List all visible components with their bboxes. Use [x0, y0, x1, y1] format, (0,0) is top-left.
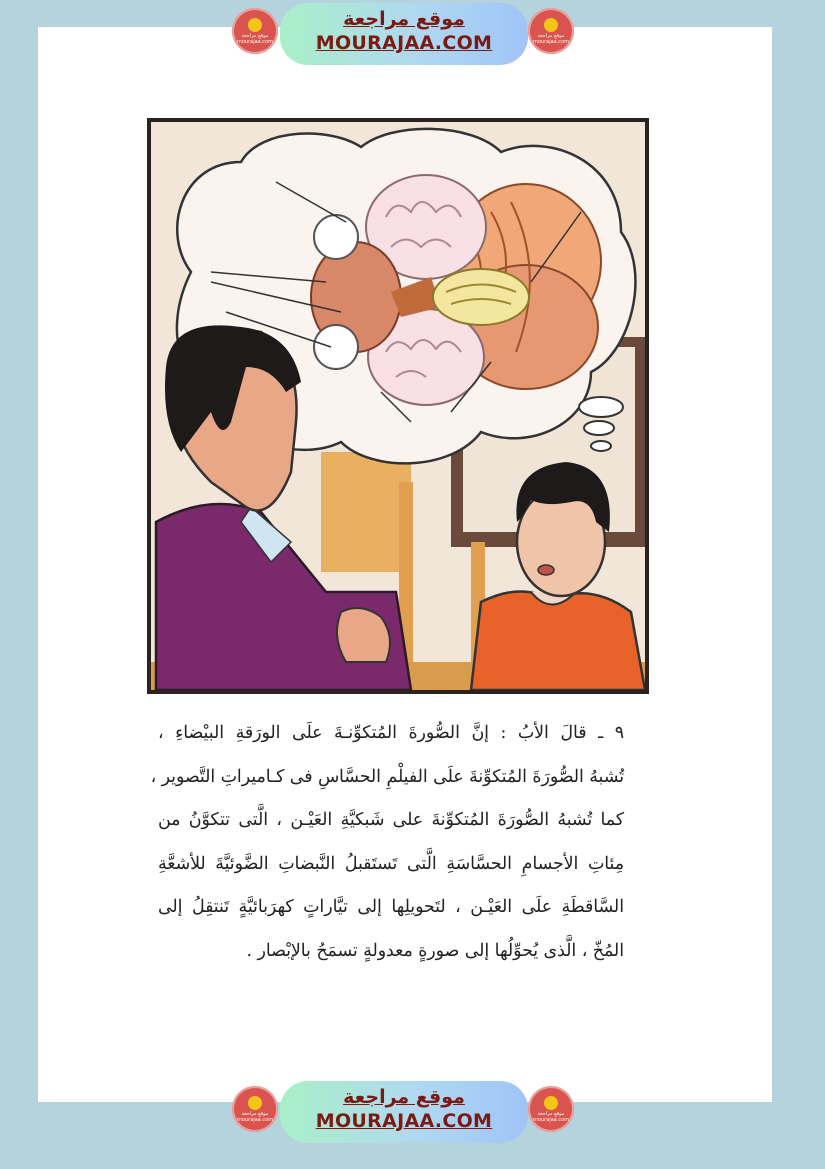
paragraph-line: تُشبهُ الصُّورَةَ المُتكوِّنةَ علَى الفيلْمِ الحسَّاسِ فى كـاميراتِ التَّصوير ، [150, 766, 624, 787]
paragraph-line: المُخّ ، الَّذى يُحوِّلُها إلى صورةٍ معدولةٍ تسمَحُ بالإبْصار . [246, 940, 624, 961]
paragraph-line: ٩ ـ قالَ الأبُ : إنَّ الصُّورةَ المُتكوِّنـةَ علَى الورَقةِ البيْضاءِ ، [158, 723, 624, 743]
site-logo-icon: موقع مراجعة mourajaa.com [232, 8, 278, 54]
story-paragraph [150, 712, 624, 973]
watermark-link[interactable] [280, 1081, 528, 1143]
site-logo-icon: موقع مراجعة mourajaa.com [232, 1086, 278, 1132]
watermark-latin: MOURAJAA.COM [315, 32, 493, 54]
paragraph-line: كما تُشبهُ الصُّورَةَ المُتكوِّنةَ على شَبكيَّةِ العَيْـن ، الَّتى تتكوَّنُ من [158, 810, 624, 830]
watermark-banner-top[interactable] [232, 3, 577, 63]
watermark-link[interactable] [280, 3, 528, 65]
watermark-latin: MOURAJAA.COM [315, 1110, 493, 1132]
paragraph-line: مِئاتِ الأجسامِ الحسَّاسَةِ الَّتى تَستَقبلُ النَّبضاتِ الضَّوئيَّةَ للأشعَّةِ [158, 853, 624, 874]
watermark-arabic: موقع مراجعة [343, 1086, 465, 1108]
paragraph-line: السَّاقطَةِ علَى العَيْـن ، لتَحويلِها إلى تيَّاراتٍ كهرَبائيَّةٍ تَنتقِلُ إلى [158, 897, 624, 917]
watermark-arabic: موقع مراجعة [343, 8, 465, 30]
site-logo-icon: موقع مراجعة mourajaa.com [528, 8, 574, 54]
site-logo-icon: موقع مراجعة mourajaa.com [528, 1086, 574, 1132]
comic-illustration [147, 118, 649, 694]
watermark-banner-bottom[interactable] [232, 1081, 577, 1141]
